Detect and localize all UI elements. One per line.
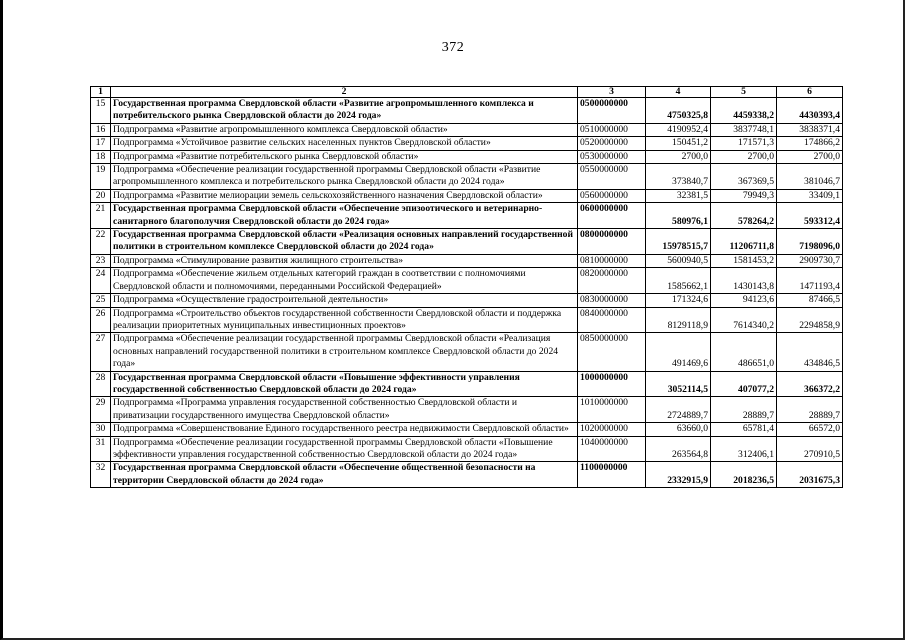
row-number-cell: 16 [91, 123, 111, 136]
row-code-cell: 0820000000 [578, 268, 646, 294]
row-number-cell: 32 [91, 462, 111, 488]
row-number-cell: 19 [91, 164, 111, 190]
table-row [91, 203, 843, 229]
row-number-cell: 21 [91, 203, 111, 229]
table-row [91, 294, 843, 307]
row-value-col6-cell: 3838371,4 [777, 123, 843, 136]
row-name-cell: Государственная программа Свердловской области «Развитие агропромышленного комплекса и потребительского рынка Свердловской области до 2024 года» [111, 98, 578, 124]
table-row [91, 229, 843, 255]
row-value-col5-cell: 79949,3 [711, 189, 777, 202]
row-number-cell: 24 [91, 268, 111, 294]
row-number-cell: 30 [91, 423, 111, 436]
row-name-cell: Подпрограмма «Обеспечение жильем отдельных категорий граждан в соответствии с полномочиями Свердловской области и полномочиями, переданными Российской Федерацией» [111, 268, 578, 294]
table-row [91, 150, 843, 163]
column-header: 3 [578, 87, 646, 98]
row-value-col5-cell: 367369,5 [711, 164, 777, 190]
row-value-col6-cell: 174866,2 [777, 137, 843, 150]
row-name-cell: Подпрограмма «Строительство объектов государственной собственности Свердловской области и поддержка реализации приоритетных муниципальных инвестиционных проектов» [111, 307, 578, 333]
row-number-cell: 27 [91, 333, 111, 371]
column-header: 4 [646, 87, 711, 98]
row-name-cell: Подпрограмма «Развитие мелиорации земель сельскохозяйственного назначения Свердловской области» [111, 189, 578, 202]
row-value-col6-cell: 2294858,9 [777, 307, 843, 333]
row-value-col5-cell: 28889,7 [711, 397, 777, 423]
row-name-cell: Подпрограмма «Программа управления государственной собственностью Свердловской области и приватизации государственного имущества Свердловской области» [111, 397, 578, 423]
row-value-col4-cell: 63660,0 [646, 423, 711, 436]
column-header: 5 [711, 87, 777, 98]
row-value-col6-cell: 1471193,4 [777, 268, 843, 294]
row-value-col4-cell: 580976,1 [646, 203, 711, 229]
row-value-col4-cell: 491469,6 [646, 333, 711, 371]
row-value-col6-cell: 66572,0 [777, 423, 843, 436]
row-value-col5-cell: 1581453,2 [711, 254, 777, 267]
table-row [91, 436, 843, 462]
table-row [91, 189, 843, 202]
row-code-cell: 0810000000 [578, 254, 646, 267]
row-value-col5-cell: 11206711,8 [711, 229, 777, 255]
row-value-col5-cell: 2700,0 [711, 150, 777, 163]
row-number-cell: 25 [91, 294, 111, 307]
column-header: 2 [111, 87, 578, 98]
row-code-cell: 0560000000 [578, 189, 646, 202]
row-code-cell: 1000000000 [578, 371, 646, 397]
row-name-cell: Подпрограмма «Осуществление градостроительной деятельности» [111, 294, 578, 307]
row-value-col6-cell: 270910,5 [777, 436, 843, 462]
row-name-cell: Подпрограмма «Обеспечение реализации государственной программы Свердловской области «Повышение эффективности управления государственной собственностью Свердловской области до 2024 года» [111, 436, 578, 462]
row-code-cell: 0520000000 [578, 137, 646, 150]
row-value-col4-cell: 2700,0 [646, 150, 711, 163]
row-value-col4-cell: 2724889,7 [646, 397, 711, 423]
row-value-col5-cell: 94123,6 [711, 294, 777, 307]
row-value-col6-cell: 87466,5 [777, 294, 843, 307]
row-code-cell: 0510000000 [578, 123, 646, 136]
table-row [91, 123, 843, 136]
row-value-col5-cell: 65781,4 [711, 423, 777, 436]
row-number-cell: 29 [91, 397, 111, 423]
row-number-cell: 31 [91, 436, 111, 462]
table-row [91, 423, 843, 436]
row-value-col4-cell: 5600940,5 [646, 254, 711, 267]
row-value-col4-cell: 263564,8 [646, 436, 711, 462]
row-code-cell: 0800000000 [578, 229, 646, 255]
row-value-col6-cell: 28889,7 [777, 397, 843, 423]
row-code-cell: 1040000000 [578, 436, 646, 462]
row-name-cell: Подпрограмма «Обеспечение реализации государственной программы Свердловской области «Реализация основных направлений государственной политики в строительном комплексе Свердловской области до 2024 года» [111, 333, 578, 371]
row-name-cell: Подпрограмма «Обеспечение реализации государственной программы Свердловской области «Развитие агропромышленного комплекса и потребительского рынка Свердловской области до 2024 года» [111, 164, 578, 190]
row-value-col4-cell: 15978515,7 [646, 229, 711, 255]
row-value-col6-cell: 2909730,7 [777, 254, 843, 267]
row-value-col4-cell: 171324,6 [646, 294, 711, 307]
row-value-col4-cell: 3052114,5 [646, 371, 711, 397]
row-value-col5-cell: 312406,1 [711, 436, 777, 462]
row-code-cell: 0840000000 [578, 307, 646, 333]
row-value-col4-cell: 4190952,4 [646, 123, 711, 136]
row-code-cell: 1020000000 [578, 423, 646, 436]
table-row [91, 307, 843, 333]
row-name-cell: Государственная программа Свердловской области «Обеспечение эпизоотического и ветеринарно-санитарного благополучия Свердловской области до 2024 года» [111, 203, 578, 229]
row-value-col6-cell: 381046,7 [777, 164, 843, 190]
column-header: 1 [91, 87, 111, 98]
row-value-col6-cell: 434846,5 [777, 333, 843, 371]
row-value-col5-cell: 1430143,8 [711, 268, 777, 294]
row-value-col6-cell: 2031675,3 [777, 462, 843, 488]
table-row [91, 137, 843, 150]
row-name-cell: Государственная программа Свердловской области «Обеспечение общественной безопасности на территории Свердловской области до 2024 года» [111, 462, 578, 488]
table-row [91, 397, 843, 423]
row-name-cell: Подпрограмма «Развитие потребительского рынка Свердловской области» [111, 150, 578, 163]
row-name-cell: Государственная программа Свердловской области «Реализация основных направлений государственной политики в строительном комплексе Свердловской области до 2024 года» [111, 229, 578, 255]
table-row [91, 164, 843, 190]
row-number-cell: 17 [91, 137, 111, 150]
row-value-col6-cell: 2700,0 [777, 150, 843, 163]
table-row [91, 462, 843, 488]
row-number-cell: 15 [91, 98, 111, 124]
table-row [91, 371, 843, 397]
row-value-col6-cell: 366372,2 [777, 371, 843, 397]
row-name-cell: Подпрограмма «Устойчивое развитие сельских населенных пунктов Свердловской области» [111, 137, 578, 150]
row-value-col5-cell: 7614340,2 [711, 307, 777, 333]
row-value-col5-cell: 2018236,5 [711, 462, 777, 488]
row-value-col6-cell: 33409,1 [777, 189, 843, 202]
row-number-cell: 28 [91, 371, 111, 397]
table-row [91, 98, 843, 124]
row-value-col6-cell: 4430393,4 [777, 98, 843, 124]
row-value-col4-cell: 150451,2 [646, 137, 711, 150]
row-value-col5-cell: 486651,0 [711, 333, 777, 371]
row-value-col5-cell: 578264,2 [711, 203, 777, 229]
row-value-col5-cell: 171571,3 [711, 137, 777, 150]
row-name-cell: Подпрограмма «Развитие агропромышленного комплекса Свердловской области» [111, 123, 578, 136]
table-row [91, 254, 843, 267]
row-name-cell: Государственная программа Свердловской области «Повышение эффективности управления государственной собственностью Свердловской области до 2024 года» [111, 371, 578, 397]
row-number-cell: 18 [91, 150, 111, 163]
row-code-cell: 1010000000 [578, 397, 646, 423]
row-code-cell: 0500000000 [578, 98, 646, 124]
row-number-cell: 26 [91, 307, 111, 333]
row-value-col4-cell: 1585662,1 [646, 268, 711, 294]
row-number-cell: 22 [91, 229, 111, 255]
column-header: 6 [777, 87, 843, 98]
row-number-cell: 23 [91, 254, 111, 267]
budget-table [90, 86, 843, 488]
row-value-col5-cell: 3837748,1 [711, 123, 777, 136]
row-value-col4-cell: 32381,5 [646, 189, 711, 202]
row-value-col4-cell: 373840,7 [646, 164, 711, 190]
row-name-cell: Подпрограмма «Совершенствование Единого государственного реестра недвижимости Свердловской области» [111, 423, 578, 436]
row-code-cell: 0530000000 [578, 150, 646, 163]
row-code-cell: 0830000000 [578, 294, 646, 307]
table-row [91, 268, 843, 294]
row-number-cell: 20 [91, 189, 111, 202]
row-value-col5-cell: 4459338,2 [711, 98, 777, 124]
table-row [91, 333, 843, 371]
table-header-row [91, 87, 843, 98]
row-value-col6-cell: 7198096,0 [777, 229, 843, 255]
table-body [91, 98, 843, 488]
row-value-col4-cell: 4750325,8 [646, 98, 711, 124]
row-code-cell: 0550000000 [578, 164, 646, 190]
row-code-cell: 0600000000 [578, 203, 646, 229]
row-code-cell: 0850000000 [578, 333, 646, 371]
page-number: 372 [441, 40, 465, 55]
row-value-col4-cell: 8129118,9 [646, 307, 711, 333]
row-code-cell: 1100000000 [578, 462, 646, 488]
row-value-col4-cell: 2332915,9 [646, 462, 711, 488]
row-name-cell: Подпрограмма «Стимулирование развития жилищного строительства» [111, 254, 578, 267]
row-value-col6-cell: 593312,4 [777, 203, 843, 229]
row-value-col5-cell: 407077,2 [711, 371, 777, 397]
